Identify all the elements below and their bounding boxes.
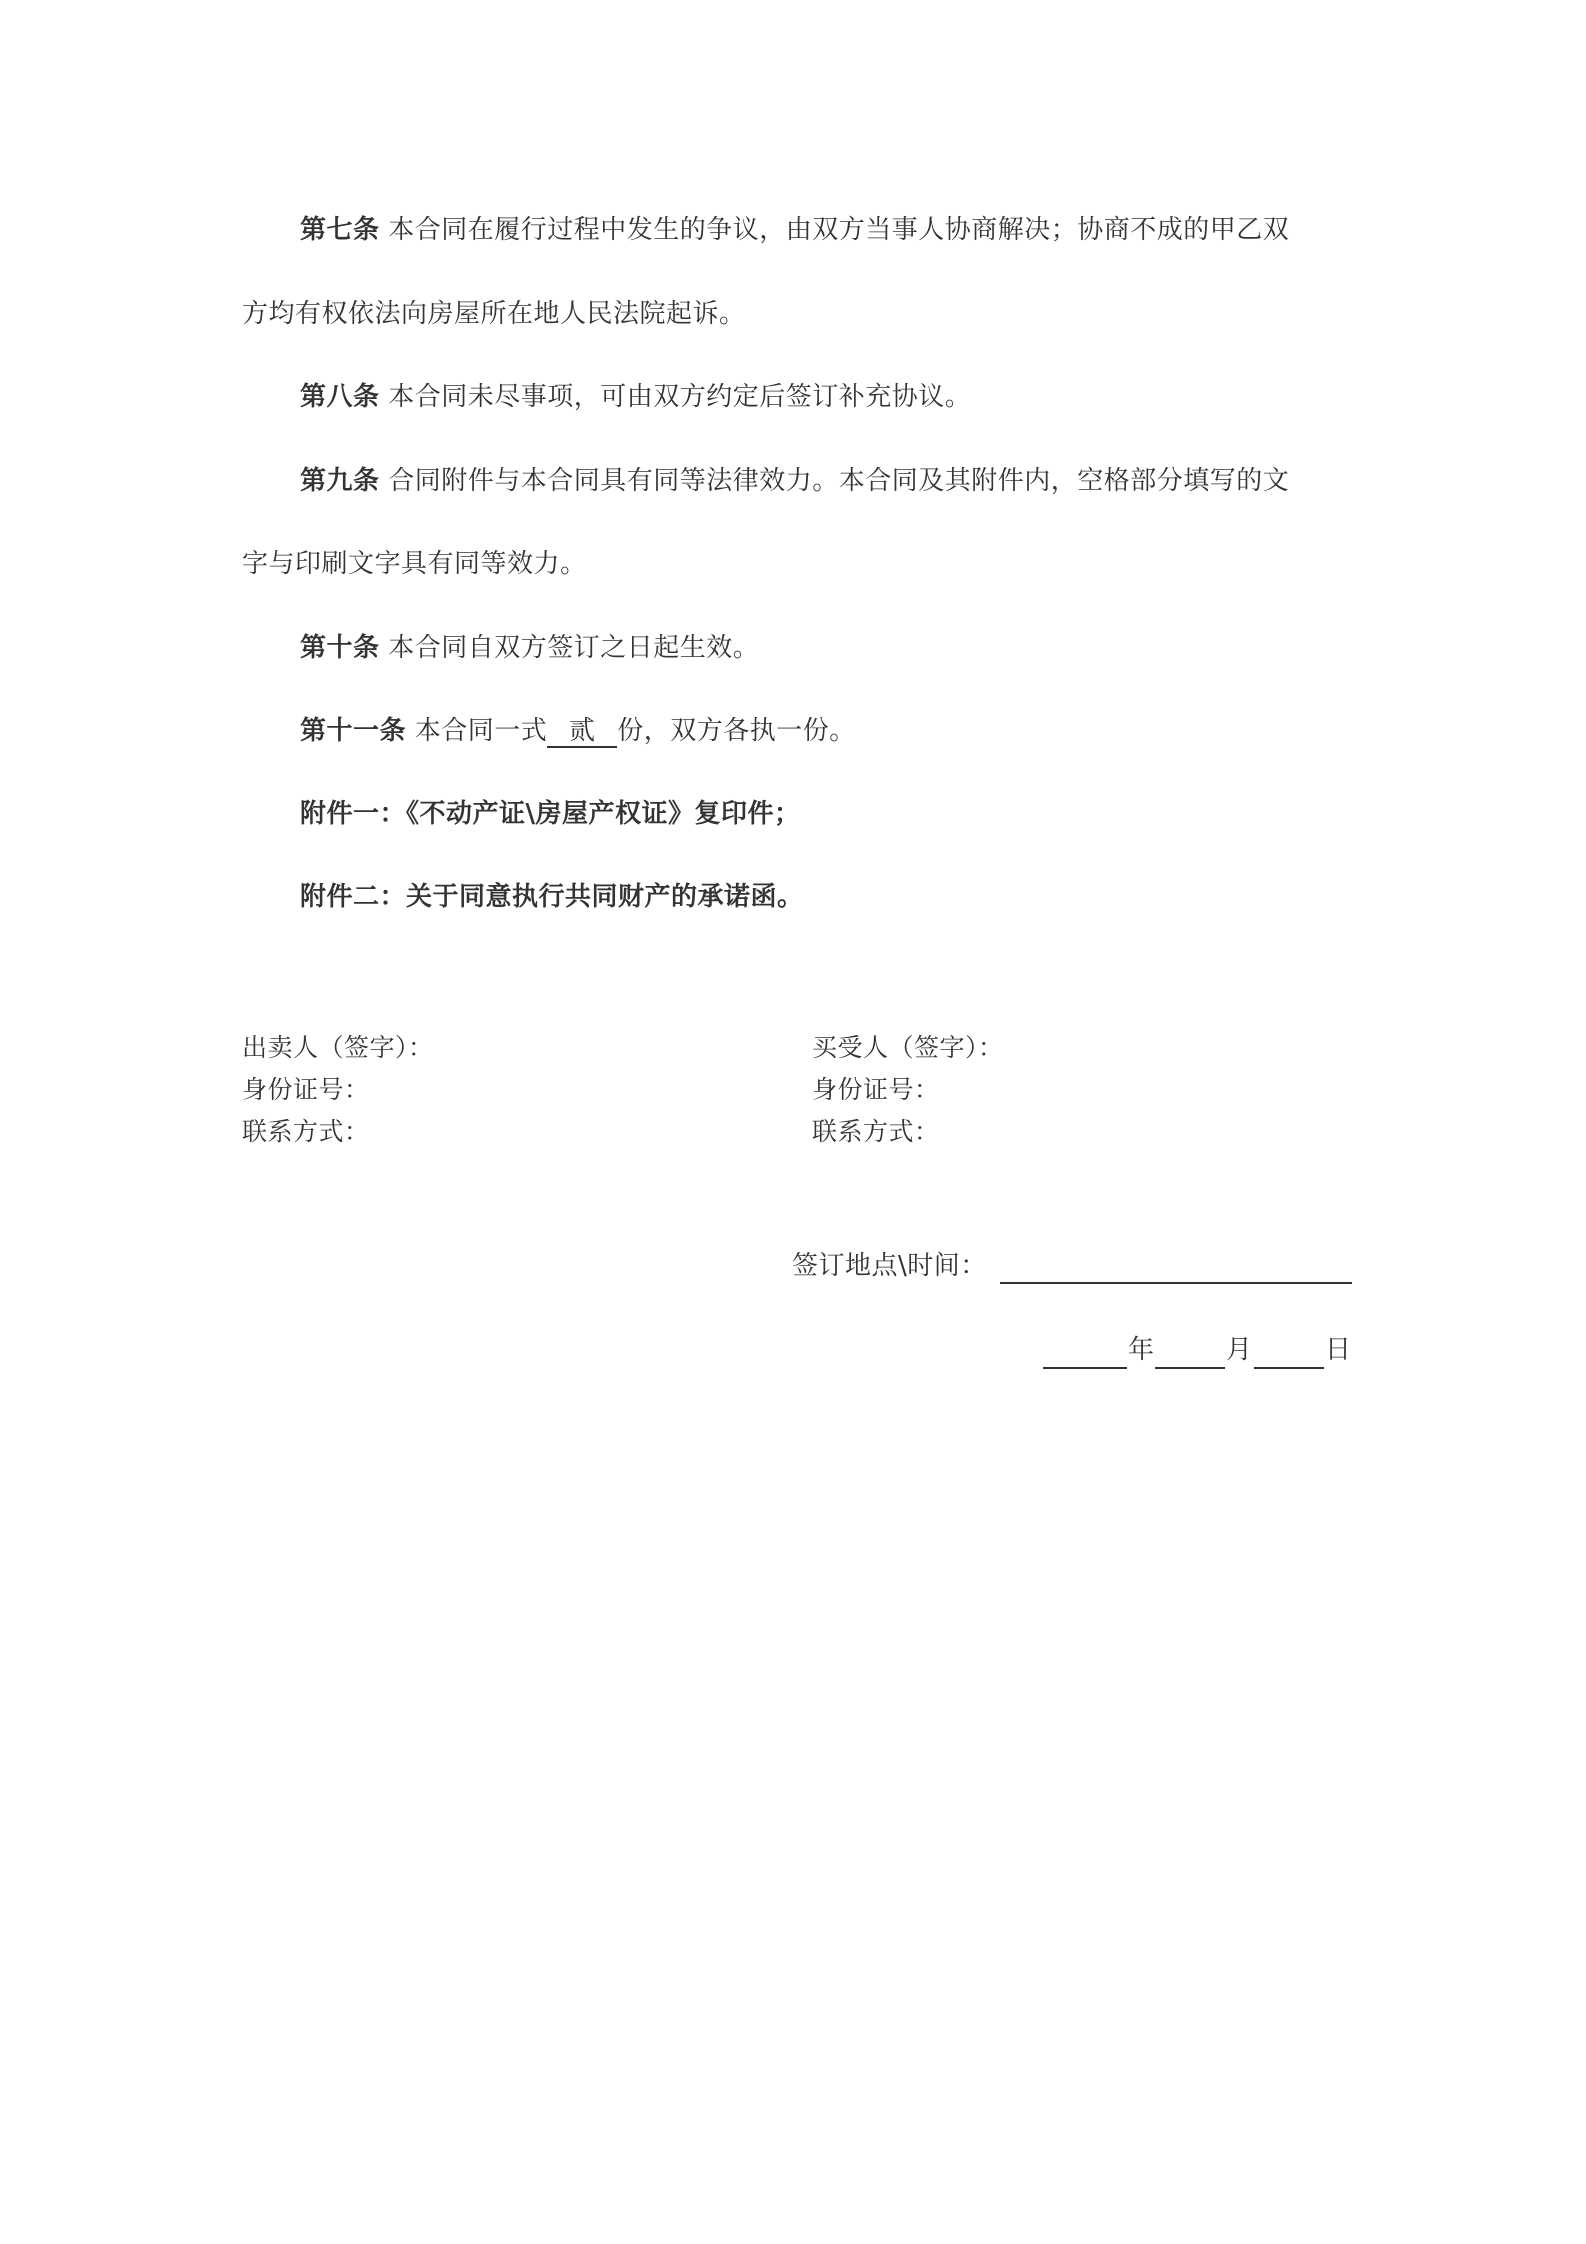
article-7-text-2: 方均有权依法向房屋所在地人民法院起诉。 <box>242 299 746 329</box>
article-7-line-2 <box>242 298 746 330</box>
article-7-label: 第七条 <box>300 215 380 245</box>
article-9-line-2 <box>242 548 587 580</box>
buyer-id-label: 身份证号： <box>812 1075 940 1104</box>
article-8 <box>300 381 971 413</box>
article-9-text-2: 字与印刷文字具有同等效力。 <box>242 549 587 579</box>
signing-place-time-label: 签订地点\时间： <box>792 1251 987 1281</box>
year-label: 年 <box>1128 1335 1155 1365</box>
article-11-label: 第十一条 <box>300 716 407 746</box>
article-8-text: 本合同未尽事项，可由双方约定后签订补充协议。 <box>388 382 972 412</box>
signing-place-time-line <box>1000 1282 1352 1284</box>
article-11-text-before: 本合同一式 <box>414 716 548 746</box>
seller-contact-label: 联系方式： <box>242 1117 370 1146</box>
article-9-label: 第九条 <box>300 466 380 496</box>
article-10 <box>300 632 759 664</box>
article-8-label: 第八条 <box>300 382 380 412</box>
year-blank <box>1043 1367 1127 1369</box>
seller-sign-label: 出卖人（签字）： <box>242 1033 434 1062</box>
day-label: 日 <box>1325 1335 1352 1365</box>
copies-field: 贰 <box>547 716 617 748</box>
month-label: 月 <box>1226 1335 1253 1365</box>
article-10-text: 本合同自双方签订之日起生效。 <box>388 633 760 663</box>
article-7-line-1 <box>300 214 1289 246</box>
article-11-text-after: 份，双方各执一份。 <box>617 716 856 746</box>
article-10-label: 第十条 <box>300 633 380 663</box>
article-9-line-1 <box>300 465 1289 497</box>
buyer-sign-label: 买受人（签字）： <box>812 1033 1004 1062</box>
seller-id-label: 身份证号： <box>242 1075 370 1104</box>
day-blank <box>1254 1367 1324 1369</box>
article-11 <box>300 715 856 748</box>
month-blank <box>1155 1367 1225 1369</box>
attachment-2: 附件二：关于同意执行共同财产的承诺函。 <box>300 882 804 912</box>
buyer-contact-label: 联系方式： <box>812 1117 940 1146</box>
attachment-1: 附件一：《不动产证\房屋产权证》复印件； <box>300 799 801 829</box>
article-9-text-1: 合同附件与本合同具有同等法律效力。本合同及其附件内，空格部分填写的文 <box>388 466 1290 496</box>
article-7-text-1: 本合同在履行过程中发生的争议，由双方当事人协商解决；协商不成的甲乙双 <box>388 215 1290 245</box>
